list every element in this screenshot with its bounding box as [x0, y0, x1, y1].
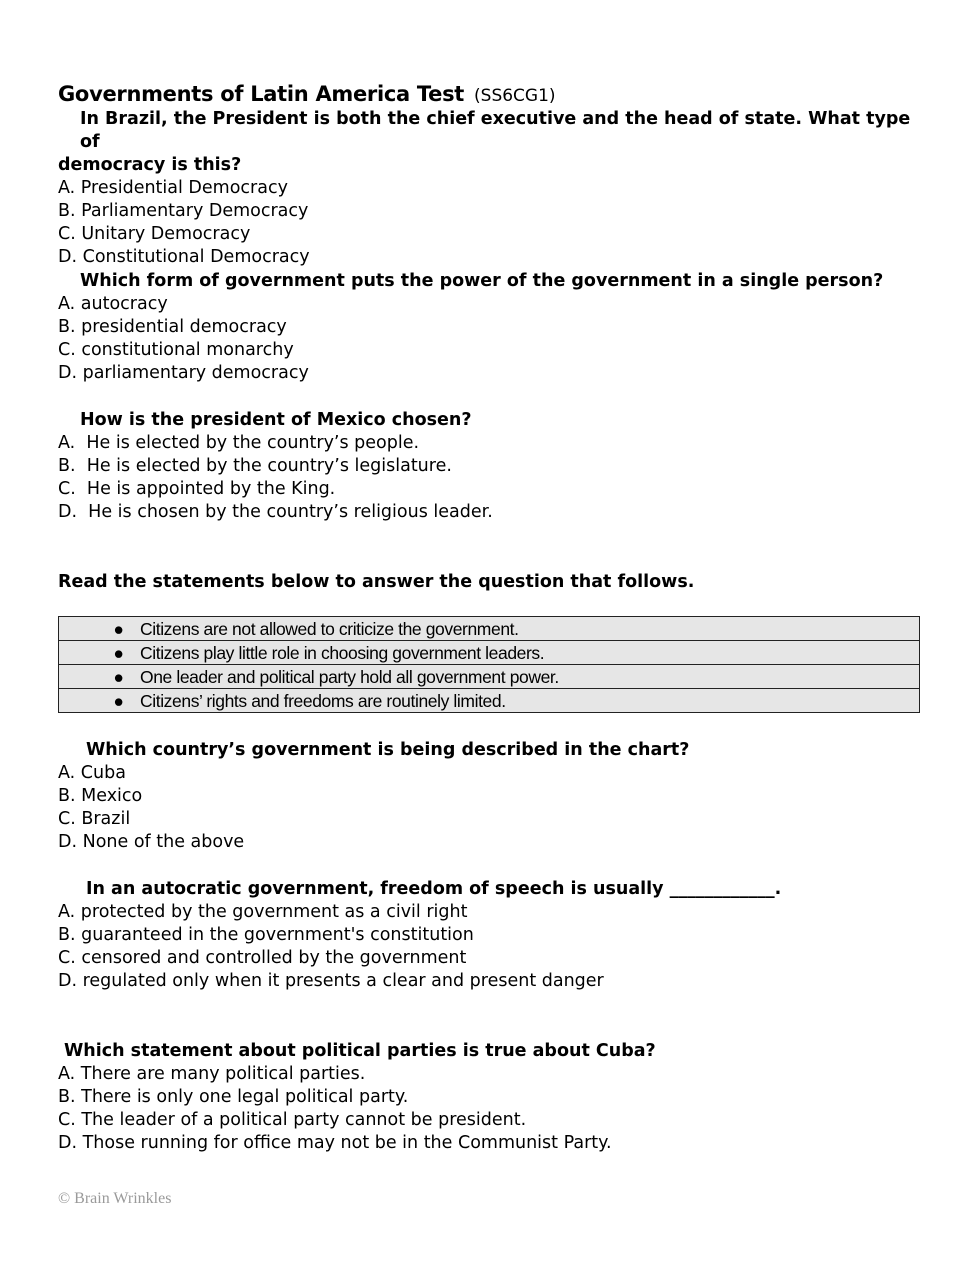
answer-option: C. The leader of a political party cannot be president.	[58, 1110, 527, 1130]
question-prompt: Which statement about political parties is true about Cuba?	[64, 1041, 656, 1061]
answer-option: B. Parliamentary Democracy	[58, 201, 309, 221]
title-row	[58, 80, 556, 108]
statement-row	[59, 617, 920, 641]
statement-text: Citizens’ rights and freedoms are routinely limited.	[140, 690, 506, 711]
answer-option: B. There is only one legal political party.	[58, 1087, 409, 1107]
question-prompt: Which country’s government is being described in the chart?	[86, 740, 690, 760]
question-6	[58, 1040, 656, 1155]
answer-option: A. He is elected by the country’s people.	[58, 433, 420, 453]
question-prompt: Which form of government puts the power of the government in a single person?	[80, 271, 884, 291]
answer-option: C. censored and controlled by the government	[58, 948, 467, 968]
question-prompt: In an autocratic government, freedom of speech is usually ____________.	[86, 879, 782, 899]
answer-option: D. Those running for office may not be in the Communist Party.	[58, 1133, 612, 1153]
answer-option: A. protected by the government as a civil right	[58, 902, 468, 922]
bullet-icon: ●	[113, 690, 124, 711]
answer-option: A. Presidential Democracy	[58, 178, 288, 198]
bullet-icon: ●	[113, 666, 124, 687]
question-prompt: How is the president of Mexico chosen?	[80, 410, 472, 430]
question-4	[58, 739, 689, 854]
statement-row	[59, 665, 920, 689]
answer-option: B. Mexico	[58, 786, 143, 806]
question-1	[58, 108, 923, 269]
answer-option: D. None of the above	[58, 832, 245, 852]
answer-option: D. parliamentary democracy	[58, 363, 309, 383]
question-prompt-continued: democracy is this?	[58, 155, 242, 175]
question-2	[58, 270, 883, 385]
statement-text: Citizens play little role in choosing government leaders.	[140, 642, 545, 663]
answer-option: A. There are many political parties.	[58, 1064, 366, 1084]
bullet-icon: ●	[113, 642, 124, 663]
answer-option: B. guaranteed in the government's constitution	[58, 925, 474, 945]
statements-chart	[58, 616, 920, 713]
answer-option: D. He is chosen by the country’s religious leader.	[58, 502, 493, 522]
instructions: Read the statements below to answer the question that follows.	[58, 572, 695, 592]
answer-option: A. autocracy	[58, 294, 168, 314]
statement-row	[59, 641, 920, 665]
statement-text: One leader and political party hold all government power.	[140, 666, 559, 687]
answer-option: D. Constitutional Democracy	[58, 247, 310, 267]
answer-option: C. He is appointed by the King.	[58, 479, 336, 499]
answer-option: C. Unitary Democracy	[58, 224, 251, 244]
statement-text: Citizens are not allowed to criticize the government.	[140, 618, 519, 639]
answer-option: B. presidential democracy	[58, 317, 287, 337]
question-prompt: In Brazil, the President is both the chief executive and the head of state. What type of	[80, 109, 911, 152]
bullet-icon: ●	[113, 618, 124, 639]
question-5	[58, 878, 781, 993]
answer-option: D. regulated only when it presents a clear and present danger	[58, 971, 604, 991]
answer-option: A. Cuba	[58, 763, 126, 783]
answer-option: C. constitutional monarchy	[58, 340, 294, 360]
copyright-footer: © Brain Wrinkles	[58, 1190, 172, 1207]
answer-option: C. Brazil	[58, 809, 131, 829]
question-3	[58, 409, 493, 524]
answer-option: B. He is elected by the country’s legislature.	[58, 456, 452, 476]
statement-row	[59, 689, 920, 713]
page-title: Governments of Latin America Test	[58, 82, 465, 106]
standard-code: (SS6CG1)	[474, 86, 556, 106]
